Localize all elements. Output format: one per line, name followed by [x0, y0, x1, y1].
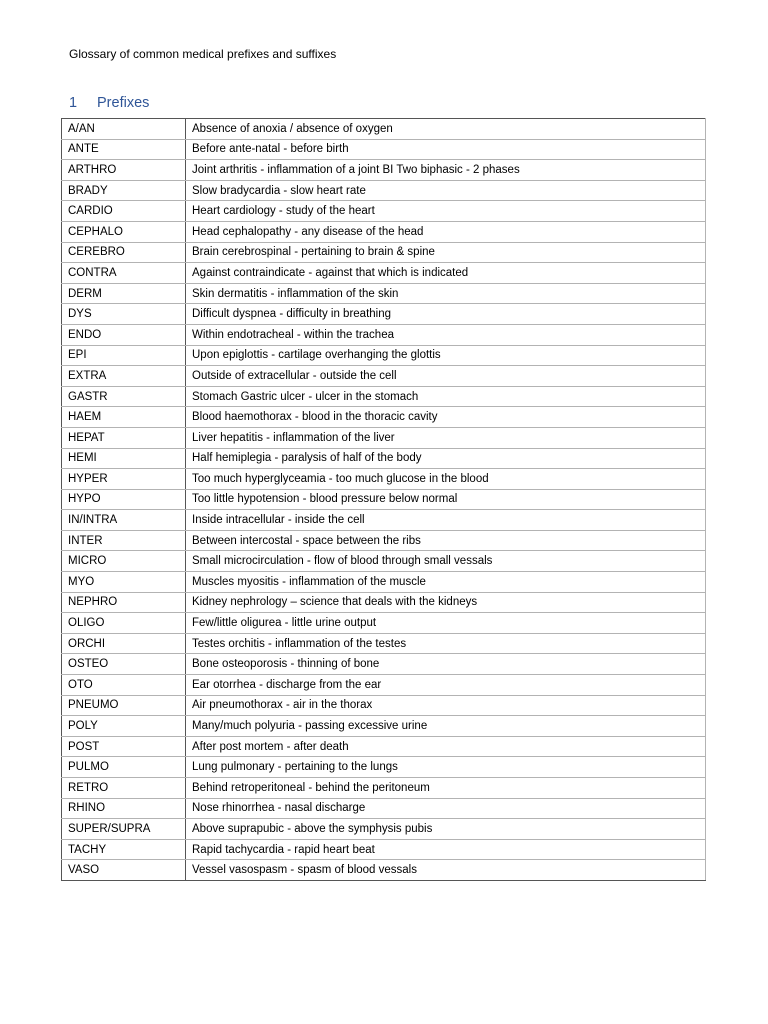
table-row — [62, 263, 706, 284]
prefix-term: POST — [62, 736, 186, 757]
prefix-definition: Within endotracheal - within the trachea — [186, 324, 706, 345]
prefix-term: PULMO — [62, 757, 186, 778]
prefix-definition: Half hemiplegia - paralysis of half of the body — [186, 448, 706, 469]
prefix-term: OLIGO — [62, 613, 186, 634]
table-row — [62, 119, 706, 140]
prefix-term: VASO — [62, 860, 186, 881]
table-row — [62, 510, 706, 531]
table-row — [62, 283, 706, 304]
table-row — [62, 551, 706, 572]
prefix-term: MICRO — [62, 551, 186, 572]
prefix-term: OSTEO — [62, 654, 186, 675]
table-row — [62, 242, 706, 263]
prefix-term: RHINO — [62, 798, 186, 819]
table-row — [62, 778, 706, 799]
prefix-definition: Above suprapubic - above the symphysis pubis — [186, 819, 706, 840]
prefix-definition: Inside intracellular - inside the cell — [186, 510, 706, 531]
prefix-definition: Vessel vasospasm - spasm of blood vessals — [186, 860, 706, 881]
table-row — [62, 798, 706, 819]
prefix-definition: Between intercostal - space between the ribs — [186, 530, 706, 551]
prefix-definition: Ear otorrhea - discharge from the ear — [186, 675, 706, 696]
prefix-definition: Head cephalopathy - any disease of the head — [186, 221, 706, 242]
prefix-term: ANTE — [62, 139, 186, 160]
table-row — [62, 386, 706, 407]
prefix-term: TACHY — [62, 839, 186, 860]
prefix-definition: Kidney nephrology – science that deals with the kidneys — [186, 592, 706, 613]
prefix-term: ARTHRO — [62, 160, 186, 181]
table-row — [62, 160, 706, 181]
prefix-term: NEPHRO — [62, 592, 186, 613]
prefix-definition: Heart cardiology - study of the heart — [186, 201, 706, 222]
prefix-definition: Blood haemothorax - blood in the thoracic cavity — [186, 407, 706, 428]
table-row — [62, 427, 706, 448]
table-row — [62, 366, 706, 387]
prefix-term: BRADY — [62, 180, 186, 201]
prefix-definition: Joint arthritis - inflammation of a joint BI Two biphasic - 2 phases — [186, 160, 706, 181]
prefix-definition: Before ante-natal - before birth — [186, 139, 706, 160]
prefix-term: HYPER — [62, 469, 186, 490]
prefix-term: HEMI — [62, 448, 186, 469]
prefix-definition: Small microcirculation - flow of blood through small vessals — [186, 551, 706, 572]
table-row — [62, 304, 706, 325]
prefix-term: CARDIO — [62, 201, 186, 222]
table-row — [62, 530, 706, 551]
section-title: Prefixes — [97, 95, 150, 111]
prefix-definition: Difficult dyspnea - difficulty in breathing — [186, 304, 706, 325]
table-row — [62, 407, 706, 428]
prefix-term: SUPER/SUPRA — [62, 819, 186, 840]
prefix-definition: Upon epiglottis - cartilage overhanging the glottis — [186, 345, 706, 366]
prefix-definition: Few/little oligurea - little urine output — [186, 613, 706, 634]
prefix-term: EPI — [62, 345, 186, 366]
table-row — [62, 675, 706, 696]
table-row — [62, 860, 706, 881]
prefix-definition: Outside of extracellular - outside the cell — [186, 366, 706, 387]
prefix-term: CONTRA — [62, 263, 186, 284]
prefix-definition: Muscles myositis - inflammation of the muscle — [186, 572, 706, 593]
prefix-term: POLY — [62, 716, 186, 737]
prefix-definition: Brain cerebrospinal - pertaining to brain & spine — [186, 242, 706, 263]
table-row — [62, 221, 706, 242]
table-row — [62, 716, 706, 737]
prefix-term: CEPHALO — [62, 221, 186, 242]
prefix-definition: Air pneumothorax - air in the thorax — [186, 695, 706, 716]
prefix-term: RETRO — [62, 778, 186, 799]
table-row — [62, 180, 706, 201]
table-row — [62, 819, 706, 840]
prefix-term: A/AN — [62, 119, 186, 140]
prefix-definition: Slow bradycardia - slow heart rate — [186, 180, 706, 201]
prefix-definition: Bone osteoporosis - thinning of bone — [186, 654, 706, 675]
table-row — [62, 489, 706, 510]
document-title: Glossary of common medical prefixes and suffixes — [69, 47, 337, 61]
section-heading — [69, 94, 149, 112]
prefix-term: HEPAT — [62, 427, 186, 448]
prefix-term: HAEM — [62, 407, 186, 428]
table-row — [62, 139, 706, 160]
prefix-term: GASTR — [62, 386, 186, 407]
prefixes-table-body — [62, 119, 706, 881]
prefix-definition: Absence of anoxia / absence of oxygen — [186, 119, 706, 140]
prefix-term: PNEUMO — [62, 695, 186, 716]
prefix-definition: Many/much polyuria - passing excessive urine — [186, 716, 706, 737]
table-row — [62, 469, 706, 490]
table-row — [62, 633, 706, 654]
table-row — [62, 695, 706, 716]
prefixes-table — [61, 118, 706, 881]
table-row — [62, 324, 706, 345]
table-row — [62, 654, 706, 675]
table-row — [62, 201, 706, 222]
table-row — [62, 592, 706, 613]
table-row — [62, 613, 706, 634]
prefix-term: CEREBRO — [62, 242, 186, 263]
table-row — [62, 448, 706, 469]
prefix-definition: Lung pulmonary - pertaining to the lungs — [186, 757, 706, 778]
prefix-term: IN/INTRA — [62, 510, 186, 531]
prefix-definition: Behind retroperitoneal - behind the peritoneum — [186, 778, 706, 799]
prefix-definition: Nose rhinorrhea - nasal discharge — [186, 798, 706, 819]
prefix-term: DYS — [62, 304, 186, 325]
table-row — [62, 572, 706, 593]
prefix-definition: Stomach Gastric ulcer - ulcer in the stomach — [186, 386, 706, 407]
prefix-definition: Rapid tachycardia - rapid heart beat — [186, 839, 706, 860]
prefix-definition: Too much hyperglyceamia - too much glucose in the blood — [186, 469, 706, 490]
prefix-term: DERM — [62, 283, 186, 304]
prefix-term: EXTRA — [62, 366, 186, 387]
table-row — [62, 757, 706, 778]
prefix-term: MYO — [62, 572, 186, 593]
prefix-definition: Skin dermatitis - inflammation of the skin — [186, 283, 706, 304]
prefix-term: HYPO — [62, 489, 186, 510]
prefix-term: ENDO — [62, 324, 186, 345]
prefix-definition: Too little hypotension - blood pressure below normal — [186, 489, 706, 510]
prefix-term: ORCHI — [62, 633, 186, 654]
section-number: 1 — [69, 95, 78, 111]
table-row — [62, 736, 706, 757]
prefix-definition: After post mortem - after death — [186, 736, 706, 757]
table-row — [62, 839, 706, 860]
prefix-definition: Against contraindicate - against that which is indicated — [186, 263, 706, 284]
prefix-definition: Liver hepatitis - inflammation of the liver — [186, 427, 706, 448]
prefix-term: INTER — [62, 530, 186, 551]
table-row — [62, 345, 706, 366]
prefix-term: OTO — [62, 675, 186, 696]
prefix-definition: Testes orchitis - inflammation of the testes — [186, 633, 706, 654]
